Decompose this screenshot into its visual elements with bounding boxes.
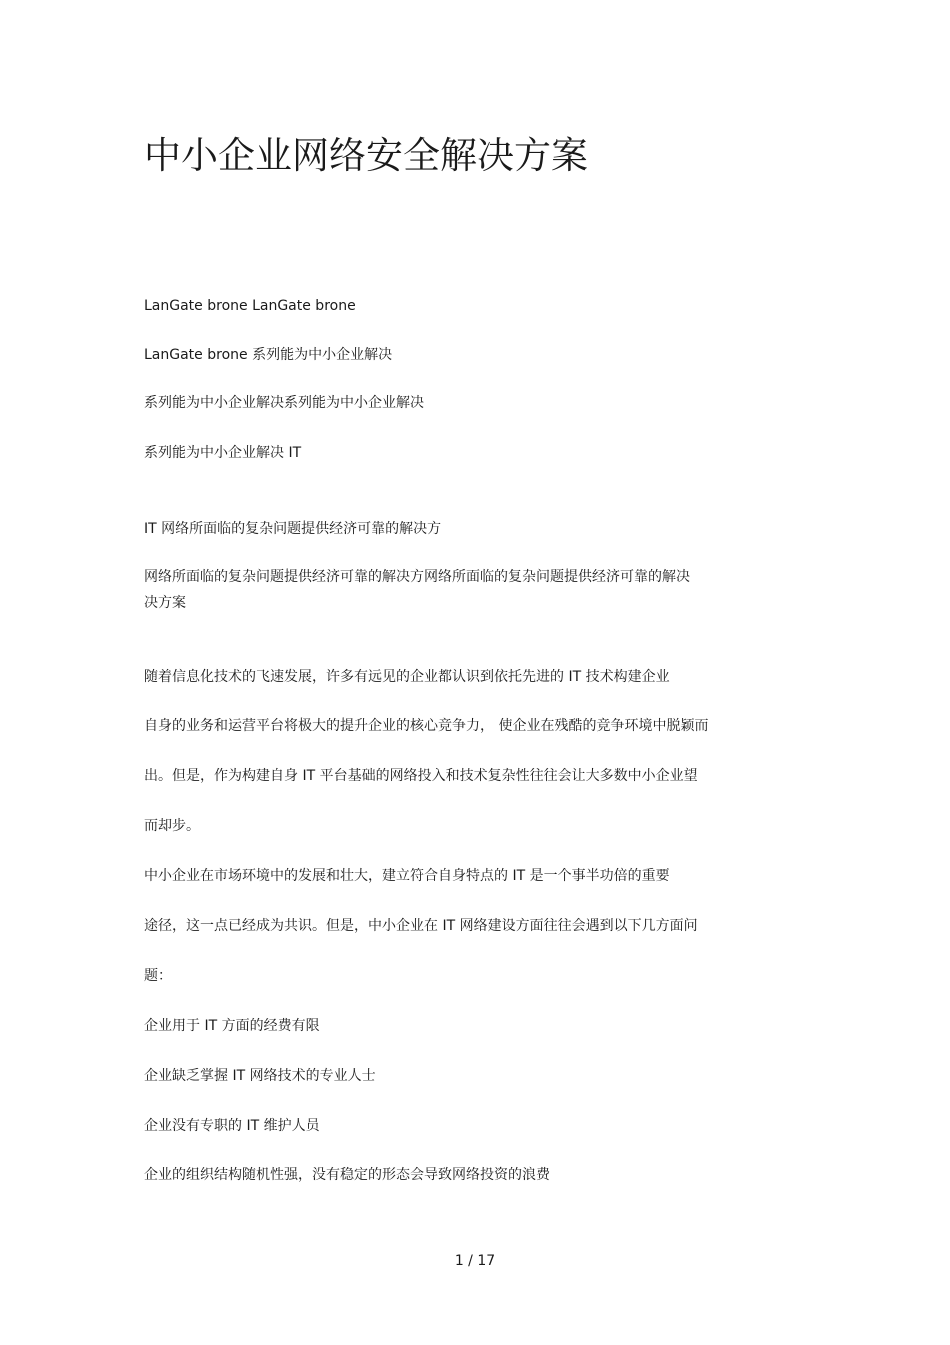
paragraph-line: 题： bbox=[144, 968, 172, 984]
list-item: 企业的组织结构随机性强，没有稳定的形态会导致网络投资的浪费 bbox=[144, 1167, 550, 1183]
paragraph-line: 出。但是，作为构建自身 IT 平台基础的网络投入和技术复杂性往往会让大多数中小企业望 bbox=[144, 768, 698, 784]
text-line: 系列能为中小企业解决 IT bbox=[144, 445, 302, 461]
text-line: 网络所面临的复杂问题提供经济可靠的解决方网络所面临的复杂问题提供经济可靠的解决 bbox=[144, 569, 690, 585]
paragraph-line: 而却步。 bbox=[144, 818, 200, 834]
text-line: 决方案 bbox=[144, 595, 186, 611]
text-line: LanGate brone 系列能为中小企业解决 bbox=[144, 347, 393, 363]
page-number: 1 / 17 bbox=[454, 1253, 496, 1269]
text-line: IT 网络所面临的复杂问题提供经济可靠的解决方 bbox=[144, 521, 442, 537]
paragraph-line: 自身的业务和运营平台将极大的提升企业的核心竞争力， 使企业在残酷的竞争环境中脱颖而 bbox=[144, 718, 709, 734]
list-item: 企业用于 IT 方面的经费有限 bbox=[144, 1018, 320, 1034]
list-item: 企业没有专职的 IT 维护人员 bbox=[144, 1118, 320, 1134]
text-line: 系列能为中小企业解决系列能为中小企业解决 bbox=[144, 395, 424, 411]
list-item: 企业缺乏掌握 IT 网络技术的专业人士 bbox=[144, 1068, 376, 1084]
paragraph-line: 中小企业在市场环境中的发展和壮大，建立符合自身特点的 IT 是一个事半功倍的重要 bbox=[144, 868, 670, 884]
text-line: LanGate brone LanGate brone bbox=[144, 298, 356, 314]
document-title: 中小企业网络安全解决方案 bbox=[144, 134, 588, 177]
paragraph-line: 途径，这一点已经成为共识。但是，中小企业在 IT 网络建设方面往往会遇到以下几方面问 bbox=[144, 918, 698, 934]
paragraph-line: 随着信息化技术的飞速发展，许多有远见的企业都认识到依托先进的 IT 技术构建企业 bbox=[144, 669, 670, 685]
